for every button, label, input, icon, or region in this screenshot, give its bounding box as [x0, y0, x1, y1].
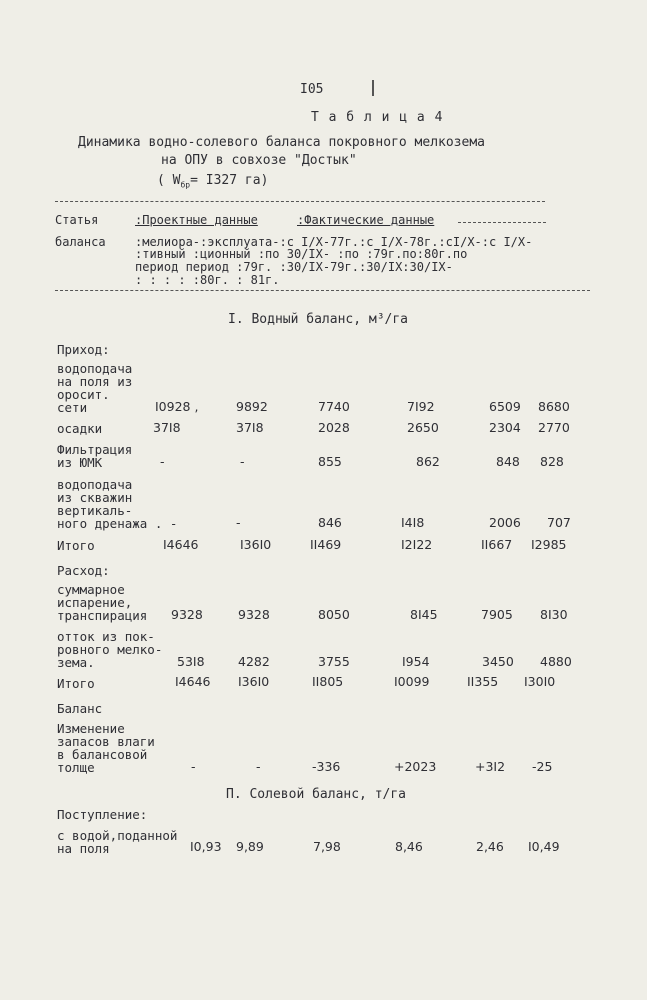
cell: 8680 — [538, 399, 570, 414]
row-label: осадки — [57, 421, 103, 436]
cell: I0,93 — [190, 839, 222, 854]
cell: 53I8 — [177, 654, 205, 669]
row-label: испарение, — [57, 595, 133, 610]
cell: 8I30 — [540, 607, 568, 622]
cell: II355 — [467, 674, 499, 689]
cell: 6509 — [489, 399, 521, 414]
pen-mark — [372, 80, 374, 96]
header-row-5: : : : : :80г. : 81г. — [135, 273, 280, 287]
row-label: из ЮМК — [57, 455, 103, 470]
cell: 3755 — [318, 654, 350, 669]
cell: I0,49 — [528, 839, 560, 854]
cell: 37I8 — [153, 420, 181, 435]
cell: 8050 — [318, 607, 350, 622]
cell: 2650 — [407, 420, 439, 435]
cell: -336 — [312, 759, 341, 774]
cell: +3I2 — [475, 759, 506, 774]
header-fact-rule — [458, 222, 546, 223]
header-bottom-rule — [55, 290, 590, 291]
header-row-4: период период :79г. :30/IX-79г.:30/IX:30/IX- — [135, 260, 453, 274]
cell: 7I92 — [407, 399, 435, 414]
section-water-title: I. Водный баланс, м³/га — [228, 312, 409, 327]
cell: 2304 — [489, 420, 521, 435]
row-label: толще — [57, 760, 95, 775]
row-label: оросит. — [57, 387, 110, 402]
row-label: Фильтрация — [57, 442, 133, 457]
row-label: суммарное — [57, 582, 125, 597]
cell: +2023 — [394, 759, 437, 774]
cell: I2I22 — [401, 537, 433, 552]
cell: - — [191, 759, 196, 774]
row-label: ного дренажа . - — [57, 516, 178, 531]
cell: 9328 — [238, 607, 270, 622]
cell: I4I8 — [401, 515, 425, 530]
title-line-2: на ОПУ в совхозе "Достык" — [161, 153, 357, 168]
cell: I954 — [402, 654, 430, 669]
cell: 2,46 — [476, 839, 504, 854]
header-row-2: :мелиора-:эксплуата-:с I/X-77г.:с I/X-78г.:сI/X-:с I/X- — [135, 235, 533, 249]
header-col-balansa: баланса — [55, 235, 106, 249]
cell: I2985 — [531, 537, 567, 552]
row-label: на поля из — [57, 374, 133, 389]
cell: II469 — [310, 537, 342, 552]
cell: 846 — [318, 515, 342, 530]
cell: 2770 — [538, 420, 570, 435]
cell: I36I0 — [240, 537, 272, 552]
row-label: отток из пок- — [57, 629, 155, 644]
row-label: ровного мелко- — [57, 642, 163, 657]
cell: 2006 — [489, 515, 521, 530]
salt-income-label: Поступление: — [57, 807, 148, 822]
row-label: водоподача — [57, 477, 133, 492]
row-label: с водой,поданной — [57, 828, 178, 843]
header-fact-data: :Фактические данные — [297, 213, 435, 227]
row-label: водоподача — [57, 361, 133, 376]
cell: - — [160, 454, 165, 469]
header-row-3: :тивный :ционный :по 30/IX- :по :79г.по:80г.по — [135, 247, 468, 261]
cell: 7,98 — [313, 839, 341, 854]
row-label: из скважин — [57, 490, 133, 505]
balance-label: Баланс — [57, 701, 103, 716]
cell: 848 — [496, 454, 520, 469]
row-label: на поля — [57, 841, 110, 856]
cell: I0099 — [394, 674, 430, 689]
row-label: Итого — [57, 676, 95, 691]
cell: 707 — [547, 515, 571, 530]
cell: I4646 — [175, 674, 211, 689]
row-label: сети — [57, 400, 88, 415]
cell: - — [256, 759, 261, 774]
table-label: Т а б л и ц а 4 — [311, 110, 444, 125]
cell: 9,89 — [236, 839, 264, 854]
cell: -25 — [532, 759, 553, 774]
row-label: запасов влаги — [57, 734, 155, 749]
cell: I36I0 — [238, 674, 270, 689]
cell: - — [236, 515, 241, 530]
row-label: зема. — [57, 655, 95, 670]
cell: 855 — [318, 454, 342, 469]
cell: II667 — [481, 537, 513, 552]
cell: 828 — [540, 454, 564, 469]
cell: 2028 — [318, 420, 350, 435]
cell: 8,46 — [395, 839, 423, 854]
row-label: Итого — [57, 538, 95, 553]
title-line-1: Динамика водно-солевого баланса покровного мелкозема — [78, 135, 485, 150]
cell: 9328 — [171, 607, 203, 622]
cell: - — [240, 454, 245, 469]
cell: 3450 — [482, 654, 514, 669]
cell: II805 — [312, 674, 344, 689]
cell: 7905 — [481, 607, 513, 622]
cell: 9892 — [236, 399, 268, 414]
page-number: I05 — [300, 82, 324, 97]
row-label: вертикаль- — [57, 503, 133, 518]
cell: 4282 — [238, 654, 270, 669]
header-project-data: :Проектные данные — [135, 213, 258, 227]
row-label: транспирация — [57, 608, 148, 623]
income-label: Приход: — [57, 342, 110, 357]
cell: 862 — [416, 454, 440, 469]
header-col-statya: Статья — [55, 213, 99, 227]
row-label: в балансовой — [57, 747, 148, 762]
cell: I30I0 — [524, 674, 556, 689]
cell: 7740 — [318, 399, 350, 414]
cell: I0928 , — [155, 399, 199, 414]
title-line-3: ( $W_{бр}= I327$ га) — [157, 173, 269, 190]
header-top-rule — [55, 201, 545, 202]
row-label: Изменение — [57, 721, 125, 736]
cell: I4646 — [163, 537, 199, 552]
cell: 4880 — [540, 654, 572, 669]
section-salt-title: П. Солевой баланс, т/га — [226, 787, 407, 802]
outcome-label: Расход: — [57, 563, 110, 578]
cell: 37I8 — [236, 420, 264, 435]
cell: 8I45 — [410, 607, 438, 622]
